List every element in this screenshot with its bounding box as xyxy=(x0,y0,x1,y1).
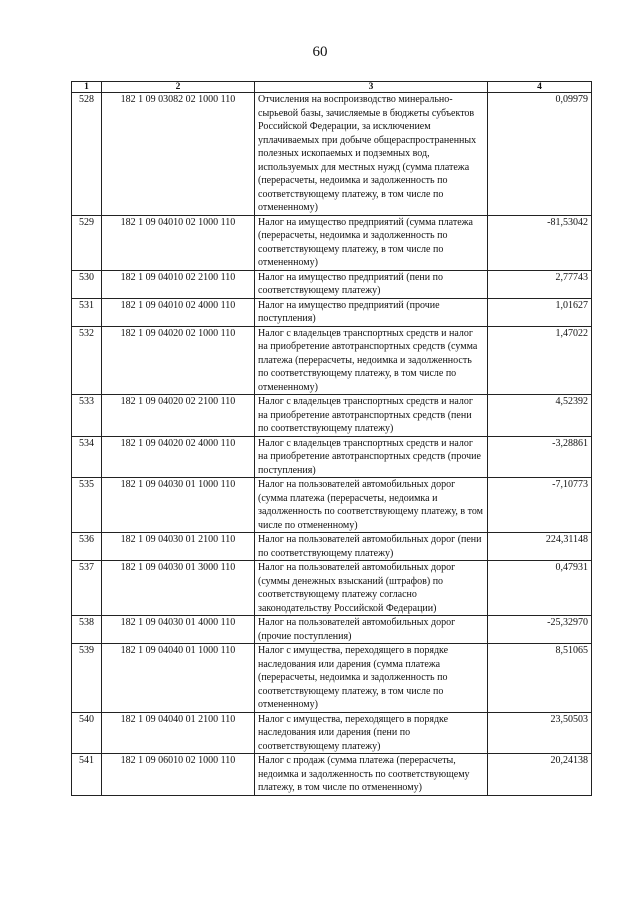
header-col-2: 2 xyxy=(102,82,255,93)
row-amount: 0,09979 xyxy=(488,93,592,216)
row-amount: 1,47022 xyxy=(488,326,592,395)
budget-code: 182 1 09 04020 02 1000 110 xyxy=(102,326,255,395)
table-row xyxy=(72,436,592,478)
row-number: 531 xyxy=(72,298,102,326)
budget-table xyxy=(71,81,592,796)
row-amount: 224,31148 xyxy=(488,533,592,561)
header-col-3: 3 xyxy=(255,82,488,93)
row-number: 535 xyxy=(72,478,102,533)
row-description: Налог с имущества, переходящего в порядке наследования или дарения (пени по соответствующему платежу) xyxy=(255,712,488,754)
row-number: 541 xyxy=(72,754,102,796)
table-row xyxy=(72,215,592,270)
row-amount: 1,01627 xyxy=(488,298,592,326)
table-row xyxy=(72,533,592,561)
row-amount: -7,10773 xyxy=(488,478,592,533)
row-description: Налог на пользователей автомобильных дорог (сумма платежа (перерасчеты, недоимка и задолженность по соответствующему платежу, в том числе по отмененному) xyxy=(255,478,488,533)
table-row xyxy=(72,478,592,533)
row-description: Отчисления на воспроизводство минерально-сырьевой базы, зачисляемые в бюджеты субъектов Российской Федерации, за исключением уплачиваемых при добыче общераспространенных полезных ископаемых и подземных вод, используемых для местных нужд (сумма платежа (перерасчеты, недоимка и задолженность по соответствующему платежу, в том числе по отмененному) xyxy=(255,93,488,216)
row-amount: 8,51065 xyxy=(488,644,592,713)
table-row xyxy=(72,298,592,326)
row-number: 539 xyxy=(72,644,102,713)
row-amount: 20,24138 xyxy=(488,754,592,796)
row-description: Налог на пользователей автомобильных дорог (суммы денежных взысканий (штрафов) по соответствующему платежу согласно законодательству Российской Федерации) xyxy=(255,561,488,616)
budget-code: 182 1 09 04030 01 3000 110 xyxy=(102,561,255,616)
row-number: 537 xyxy=(72,561,102,616)
budget-code: 182 1 09 03082 02 1000 110 xyxy=(102,93,255,216)
row-number: 540 xyxy=(72,712,102,754)
row-description: Налог на имущество предприятий (прочие поступления) xyxy=(255,298,488,326)
table-row xyxy=(72,644,592,713)
row-number: 532 xyxy=(72,326,102,395)
row-amount: -81,53042 xyxy=(488,215,592,270)
row-amount: 2,77743 xyxy=(488,270,592,298)
row-amount: 4,52392 xyxy=(488,395,592,437)
row-description: Налог на имущество предприятий (сумма платежа (перерасчеты, недоимка и задолженность по соответствующему платежу, в том числе по отмененному) xyxy=(255,215,488,270)
table-header-row xyxy=(72,82,592,93)
budget-code: 182 1 09 04020 02 4000 110 xyxy=(102,436,255,478)
row-description: Налог с владельцев транспортных средств и налог на приобретение автотранспортных средств (прочие поступления) xyxy=(255,436,488,478)
budget-code: 182 1 09 04010 02 1000 110 xyxy=(102,215,255,270)
budget-code: 182 1 09 04030 01 4000 110 xyxy=(102,616,255,644)
row-number: 530 xyxy=(72,270,102,298)
header-col-1: 1 xyxy=(72,82,102,93)
table-row xyxy=(72,93,592,216)
row-description: Налог с владельцев транспортных средств и налог на приобретение автотранспортных средств (сумма платежа (перерасчеты, недоимка и задолженность по соответствующему платежу, в том числе по отмененному) xyxy=(255,326,488,395)
table-row xyxy=(72,712,592,754)
row-amount: -25,32970 xyxy=(488,616,592,644)
row-number: 529 xyxy=(72,215,102,270)
row-amount: 0,47931 xyxy=(488,561,592,616)
row-description: Налог на пользователей автомобильных дорог (прочие поступления) xyxy=(255,616,488,644)
row-amount: -3,28861 xyxy=(488,436,592,478)
budget-code: 182 1 09 04030 01 1000 110 xyxy=(102,478,255,533)
budget-code: 182 1 09 04010 02 4000 110 xyxy=(102,298,255,326)
header-col-4: 4 xyxy=(488,82,592,93)
table-row xyxy=(72,395,592,437)
table-row xyxy=(72,561,592,616)
row-description: Налог с владельцев транспортных средств и налог на приобретение автотранспортных средств (пени по соответствующему платежу) xyxy=(255,395,488,437)
row-number: 533 xyxy=(72,395,102,437)
row-description: Налог с имущества, переходящего в порядке наследования или дарения (сумма платежа (перерасчеты, недоимка и задолженность по соответствующему платежу, в том числе по отмененному) xyxy=(255,644,488,713)
table-row xyxy=(72,754,592,796)
page-number: 60 xyxy=(312,44,328,60)
row-description: Налог на имущество предприятий (пени по соответствующему платежу) xyxy=(255,270,488,298)
table-row xyxy=(72,616,592,644)
budget-code: 182 1 09 04040 01 2100 110 xyxy=(102,712,255,754)
budget-code: 182 1 09 04030 01 2100 110 xyxy=(102,533,255,561)
row-description: Налог с продаж (сумма платежа (перерасчеты, недоимка и задолженность по соответствующему платежу, в том числе по отмененному) xyxy=(255,754,488,796)
budget-code: 182 1 09 04020 02 2100 110 xyxy=(102,395,255,437)
budget-code: 182 1 09 04010 02 2100 110 xyxy=(102,270,255,298)
budget-code: 182 1 09 06010 02 1000 110 xyxy=(102,754,255,796)
row-number: 538 xyxy=(72,616,102,644)
table-row xyxy=(72,326,592,395)
row-number: 528 xyxy=(72,93,102,216)
row-number: 536 xyxy=(72,533,102,561)
row-description: Налог на пользователей автомобильных дорог (пени по соответствующему платежу) xyxy=(255,533,488,561)
budget-code: 182 1 09 04040 01 1000 110 xyxy=(102,644,255,713)
table-row xyxy=(72,270,592,298)
row-number: 534 xyxy=(72,436,102,478)
row-amount: 23,50503 xyxy=(488,712,592,754)
